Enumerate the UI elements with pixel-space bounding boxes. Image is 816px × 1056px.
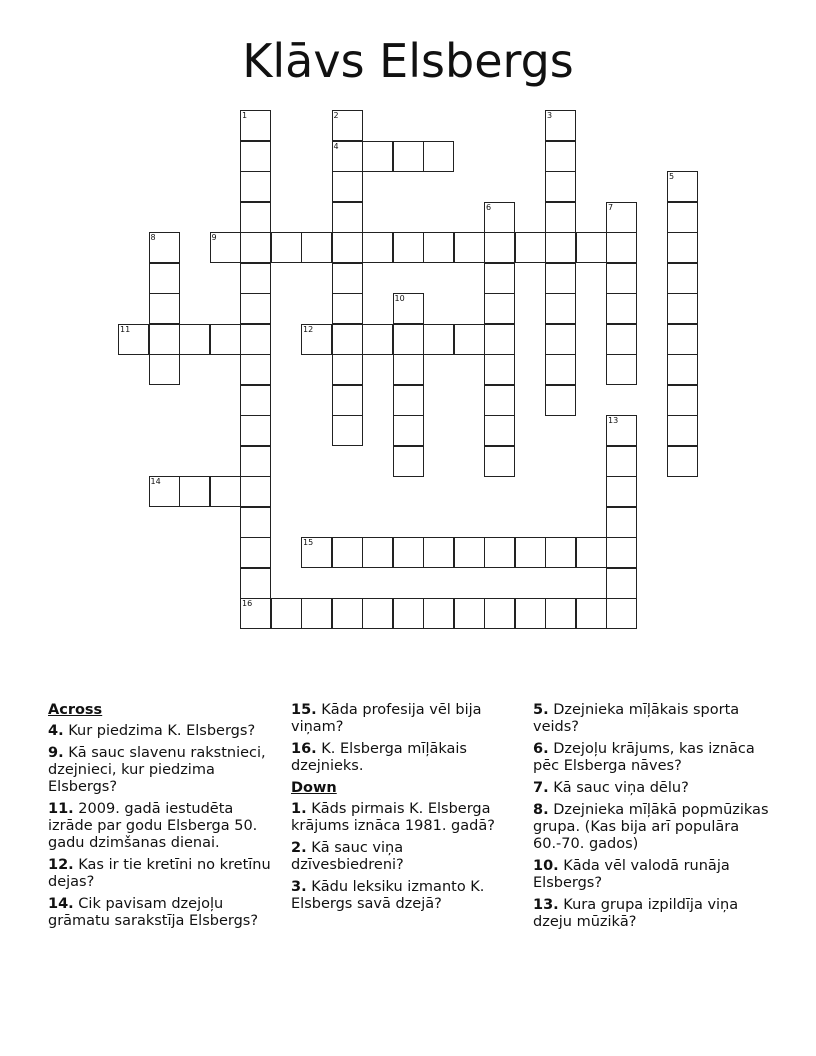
grid-cell[interactable] bbox=[667, 232, 698, 263]
clue bbox=[48, 723, 280, 740]
grid-cell[interactable] bbox=[606, 598, 637, 629]
grid-cell[interactable] bbox=[393, 324, 424, 355]
grid-cell[interactable] bbox=[301, 232, 332, 263]
grid-cell[interactable] bbox=[393, 141, 424, 172]
grid-cell[interactable] bbox=[606, 232, 637, 263]
clue-number: 13 bbox=[608, 416, 619, 425]
grid-cell[interactable] bbox=[240, 446, 271, 477]
clue-number: 10 bbox=[394, 294, 405, 303]
grid-cell[interactable] bbox=[240, 385, 271, 416]
grid-cell[interactable] bbox=[240, 232, 271, 263]
clue-text: Kas ir tie kretīni no kretīnu dejas? bbox=[48, 857, 271, 890]
grid-cell[interactable] bbox=[332, 385, 363, 416]
clue-text: Kur piedzima K. Elsbergs? bbox=[63, 723, 256, 739]
grid-cell[interactable] bbox=[240, 110, 271, 141]
grid-cell[interactable] bbox=[393, 415, 424, 446]
grid-cell[interactable] bbox=[606, 476, 637, 507]
clue bbox=[48, 896, 280, 930]
grid-cell[interactable] bbox=[454, 324, 485, 355]
grid-cell[interactable] bbox=[545, 354, 576, 385]
clue-number: 16 bbox=[242, 599, 253, 608]
grid-cell[interactable] bbox=[301, 537, 332, 568]
clue bbox=[533, 702, 769, 736]
clue-text: Kā sauc slavenu rakstnieci, dzejnieci, kur piedzima Elsbergs? bbox=[48, 745, 266, 795]
grid-cell[interactable] bbox=[454, 598, 485, 629]
grid-cell[interactable] bbox=[606, 568, 637, 599]
grid-cell[interactable] bbox=[576, 598, 607, 629]
grid-cell[interactable] bbox=[545, 537, 576, 568]
clue-text: Dzejnieka mīļākā popmūzikas grupa. (Kas bija arī populāra 60.-70. gados) bbox=[533, 802, 769, 852]
grid-cell[interactable] bbox=[423, 141, 454, 172]
grid-cell[interactable] bbox=[362, 537, 393, 568]
clue-number: 11 bbox=[120, 324, 131, 334]
grid-cell[interactable] bbox=[484, 598, 515, 629]
grid-cell[interactable] bbox=[515, 232, 546, 263]
grid-cell[interactable] bbox=[667, 354, 698, 385]
grid-cell[interactable] bbox=[515, 537, 546, 568]
clue-text: 2009. gadā iestudēta izrāde par godu Elsberga 50. gadu dzimšanas dienai. bbox=[48, 801, 258, 851]
clue-number: 12 bbox=[303, 324, 314, 334]
clue-number: 14. bbox=[48, 896, 74, 912]
grid-cell[interactable] bbox=[362, 232, 393, 263]
grid-cell[interactable] bbox=[545, 598, 576, 629]
grid-cell[interactable] bbox=[332, 415, 363, 446]
clue bbox=[533, 780, 769, 797]
grid-cell[interactable] bbox=[484, 446, 515, 477]
grid-cell[interactable] bbox=[301, 324, 332, 355]
grid-cell[interactable] bbox=[454, 232, 485, 263]
grid-cell[interactable] bbox=[667, 293, 698, 324]
clue-text: Kura grupa izpildīja viņa dzeju mūzikā? bbox=[533, 897, 739, 930]
grid-cell[interactable] bbox=[240, 537, 271, 568]
grid-cell[interactable] bbox=[240, 202, 271, 233]
clue-number: 1. bbox=[291, 801, 307, 817]
grid-cell[interactable] bbox=[271, 598, 302, 629]
grid-cell[interactable] bbox=[606, 446, 637, 477]
clue-number: 14 bbox=[150, 477, 161, 486]
grid-cell[interactable] bbox=[240, 171, 271, 202]
grid-cell[interactable] bbox=[393, 354, 424, 385]
grid-cell[interactable] bbox=[179, 476, 210, 507]
grid-cell[interactable] bbox=[484, 385, 515, 416]
grid-cell[interactable] bbox=[240, 293, 271, 324]
grid-cell[interactable] bbox=[118, 324, 149, 355]
grid-cell[interactable] bbox=[332, 598, 363, 629]
clue-text: Dzejoļu krājums, kas iznāca pēc Elsberga nāves? bbox=[533, 741, 755, 774]
grid-cell[interactable] bbox=[362, 324, 393, 355]
grid-cell[interactable] bbox=[149, 293, 180, 324]
clue bbox=[533, 858, 769, 892]
clue-text: Kā sauc viņa dēlu? bbox=[548, 780, 689, 796]
grid-cell[interactable] bbox=[423, 324, 454, 355]
grid-cell[interactable] bbox=[393, 293, 424, 324]
grid-cell[interactable] bbox=[423, 232, 454, 263]
clue-number: 8. bbox=[533, 802, 549, 818]
clue bbox=[291, 741, 519, 775]
grid-cell[interactable] bbox=[667, 324, 698, 355]
grid-cell[interactable] bbox=[149, 324, 180, 355]
clue-number: 9. bbox=[48, 745, 64, 761]
clue-number: 6 bbox=[486, 202, 492, 212]
grid-cell[interactable] bbox=[545, 263, 576, 294]
clue-number: 4 bbox=[333, 141, 339, 151]
clue bbox=[533, 802, 769, 853]
clue bbox=[291, 879, 519, 913]
grid-cell[interactable] bbox=[240, 476, 271, 507]
grid-cell[interactable] bbox=[545, 232, 576, 263]
across-heading: Across bbox=[48, 702, 103, 718]
grid-cell[interactable] bbox=[545, 324, 576, 355]
grid-cell[interactable] bbox=[545, 293, 576, 324]
grid-cell[interactable] bbox=[210, 324, 241, 355]
grid-cell[interactable] bbox=[606, 415, 637, 446]
grid-cell[interactable] bbox=[362, 141, 393, 172]
clue bbox=[291, 702, 519, 736]
grid-cell[interactable] bbox=[423, 598, 454, 629]
grid-cell[interactable] bbox=[210, 232, 241, 263]
clue-number: 5. bbox=[533, 702, 549, 718]
clue-number: 6. bbox=[533, 741, 549, 757]
grid-cell[interactable] bbox=[271, 232, 302, 263]
clue bbox=[533, 741, 769, 775]
grid-cell[interactable] bbox=[332, 110, 363, 141]
clue-text: Kāds pirmais K. Elsberga krājums iznāca 1981. gadā? bbox=[291, 801, 495, 834]
grid-cell[interactable] bbox=[240, 263, 271, 294]
grid-cell[interactable] bbox=[332, 232, 363, 263]
grid-cell[interactable] bbox=[576, 537, 607, 568]
grid-cell[interactable] bbox=[393, 598, 424, 629]
grid-cell[interactable] bbox=[484, 202, 515, 233]
grid-cell[interactable] bbox=[667, 202, 698, 233]
grid-cell[interactable] bbox=[393, 446, 424, 477]
grid-cell[interactable] bbox=[545, 202, 576, 233]
grid-cell[interactable] bbox=[332, 324, 363, 355]
grid-cell[interactable] bbox=[484, 232, 515, 263]
grid-cell[interactable] bbox=[240, 324, 271, 355]
grid-cell[interactable] bbox=[606, 324, 637, 355]
grid-cell[interactable] bbox=[545, 171, 576, 202]
grid-cell[interactable] bbox=[484, 263, 515, 294]
clue-number: 7 bbox=[608, 202, 614, 212]
clue-text: Kāda profesija vēl bija viņam? bbox=[291, 702, 482, 735]
grid-cell[interactable] bbox=[332, 263, 363, 294]
grid-cell[interactable] bbox=[606, 293, 637, 324]
grid-cell[interactable] bbox=[423, 537, 454, 568]
grid-cell[interactable] bbox=[515, 598, 546, 629]
clue-text: Kāda vēl valodā runāja Elsbergs? bbox=[533, 858, 730, 891]
grid-cell[interactable] bbox=[240, 354, 271, 385]
grid-cell[interactable] bbox=[576, 232, 607, 263]
grid-cell[interactable] bbox=[484, 415, 515, 446]
clue-number: 4. bbox=[48, 723, 64, 739]
grid-cell[interactable] bbox=[332, 202, 363, 233]
grid-cell[interactable] bbox=[667, 385, 698, 416]
clues-column-1 bbox=[48, 702, 280, 935]
grid-cell[interactable] bbox=[332, 171, 363, 202]
grid-cell[interactable] bbox=[667, 446, 698, 477]
clue-number: 16. bbox=[291, 741, 317, 757]
grid-cell[interactable] bbox=[240, 141, 271, 172]
grid-cell[interactable] bbox=[545, 385, 576, 416]
grid-cell[interactable] bbox=[667, 415, 698, 446]
clue bbox=[48, 857, 280, 891]
clue-number: 12. bbox=[48, 857, 74, 873]
grid-cell[interactable] bbox=[149, 354, 180, 385]
grid-cell[interactable] bbox=[606, 263, 637, 294]
grid-cell[interactable] bbox=[484, 324, 515, 355]
grid-cell[interactable] bbox=[606, 507, 637, 538]
grid-cell[interactable] bbox=[240, 598, 271, 629]
clues-column-2 bbox=[291, 702, 519, 918]
clues-column-3 bbox=[533, 702, 769, 936]
grid-cell[interactable] bbox=[393, 537, 424, 568]
grid-cell[interactable] bbox=[210, 476, 241, 507]
grid-cell[interactable] bbox=[179, 324, 210, 355]
clue-number: 9 bbox=[211, 233, 217, 242]
grid-cell[interactable] bbox=[606, 537, 637, 568]
grid-cell[interactable] bbox=[332, 537, 363, 568]
grid-cell[interactable] bbox=[332, 354, 363, 385]
grid-cell[interactable] bbox=[393, 232, 424, 263]
clue-number: 8 bbox=[150, 233, 156, 242]
clue-number: 2. bbox=[291, 840, 307, 856]
grid-cell[interactable] bbox=[484, 354, 515, 385]
clue-number: 1 bbox=[242, 111, 248, 120]
clue-text: Dzejnieka mīļākais sporta veids? bbox=[533, 702, 740, 735]
grid-cell[interactable] bbox=[454, 537, 485, 568]
clue bbox=[533, 897, 769, 931]
grid-cell[interactable] bbox=[393, 385, 424, 416]
grid-cell[interactable] bbox=[667, 171, 698, 202]
clue-number: 13. bbox=[533, 897, 559, 913]
grid-cell[interactable] bbox=[545, 141, 576, 172]
clue-text: Kā sauc viņa dzīvesbiedreni? bbox=[291, 840, 404, 873]
clue-number: 3 bbox=[547, 111, 553, 120]
puzzle-title: Klāvs Elsbergs bbox=[242, 34, 574, 88]
grid-cell[interactable] bbox=[545, 110, 576, 141]
clue bbox=[48, 745, 280, 796]
clue-number: 7. bbox=[533, 780, 549, 796]
grid-cell[interactable] bbox=[240, 415, 271, 446]
grid-cell[interactable] bbox=[667, 263, 698, 294]
clue-number: 10. bbox=[533, 858, 559, 874]
clue bbox=[48, 801, 280, 852]
grid-cell[interactable] bbox=[240, 568, 271, 599]
grid-cell[interactable] bbox=[484, 537, 515, 568]
grid-cell[interactable] bbox=[240, 507, 271, 538]
grid-cell[interactable] bbox=[484, 293, 515, 324]
clue-number: 5 bbox=[669, 172, 675, 181]
clue-number: 11. bbox=[48, 801, 74, 817]
grid-cell[interactable] bbox=[362, 598, 393, 629]
clue-text: Cik pavisam dzejoļu grāmatu sarakstīja Elsbergs? bbox=[48, 896, 259, 929]
clue-text: K. Elsberga mīļākais dzejnieks. bbox=[291, 741, 467, 774]
clue bbox=[291, 801, 519, 835]
down-heading: Down bbox=[291, 780, 337, 796]
grid-cell[interactable] bbox=[332, 141, 363, 172]
clue-number: 2 bbox=[333, 111, 339, 120]
grid-cell[interactable] bbox=[301, 598, 332, 629]
grid-cell[interactable] bbox=[332, 293, 363, 324]
clue-number: 15 bbox=[303, 538, 314, 547]
grid-cell[interactable] bbox=[149, 263, 180, 294]
grid-cell[interactable] bbox=[149, 476, 180, 507]
grid-cell[interactable] bbox=[149, 232, 180, 263]
grid-cell[interactable] bbox=[606, 202, 637, 233]
clue-number: 3. bbox=[291, 879, 307, 895]
clue bbox=[291, 840, 519, 874]
grid-cell[interactable] bbox=[606, 354, 637, 385]
clue-text: Kādu leksiku izmanto K. Elsbergs savā dzejā? bbox=[291, 879, 485, 912]
clue-number: 15. bbox=[291, 702, 317, 718]
